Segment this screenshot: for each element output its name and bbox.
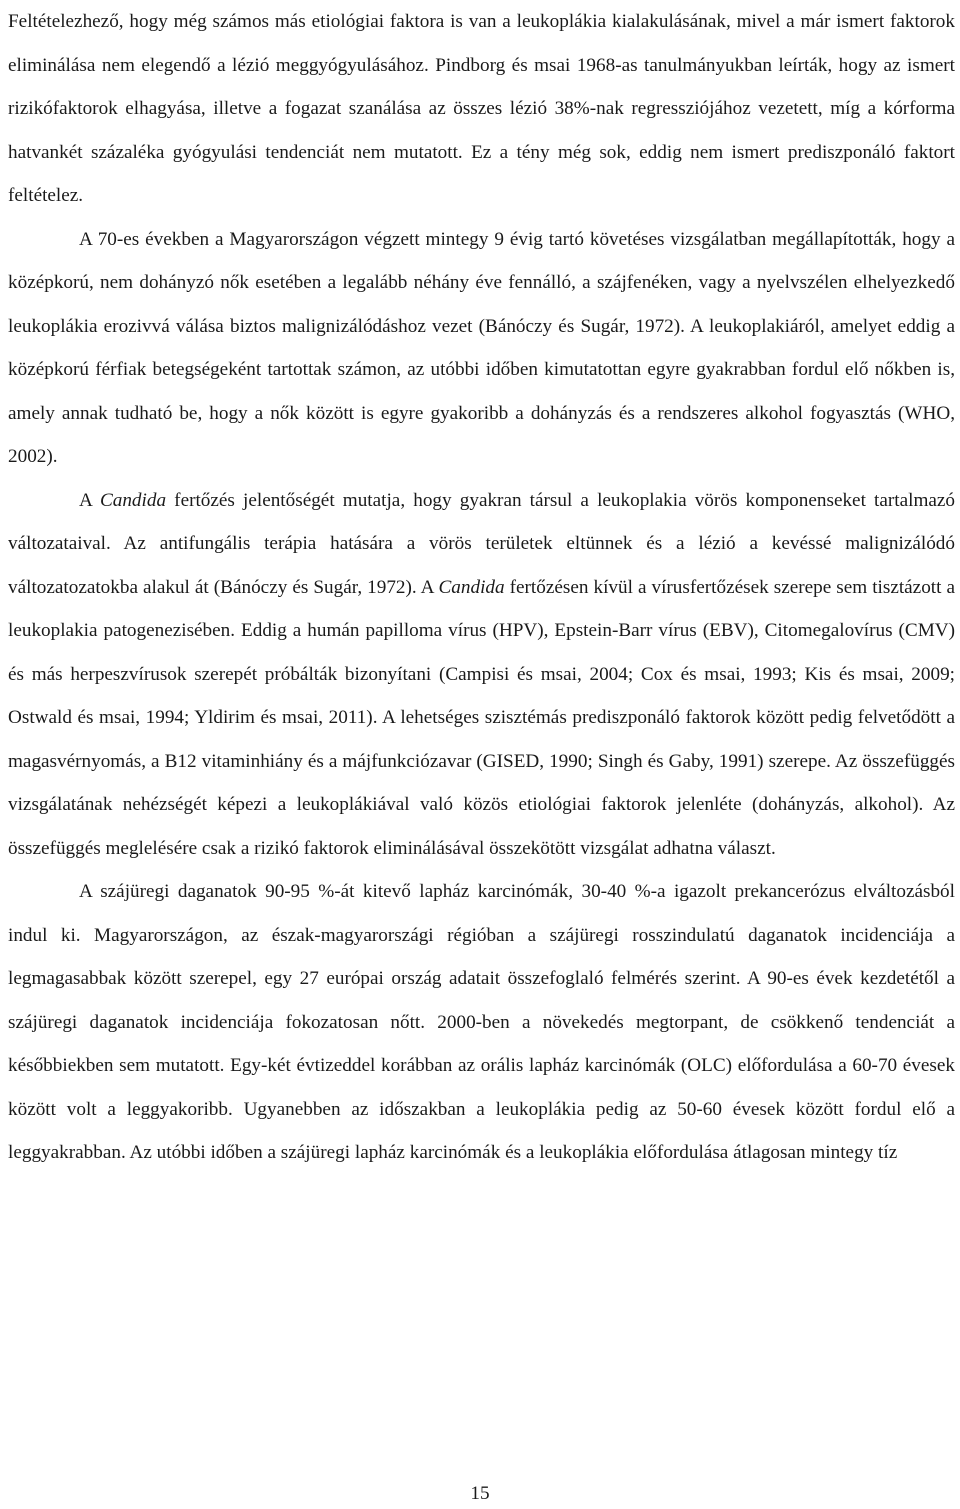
text-segment: A bbox=[79, 489, 100, 511]
paragraph bbox=[8, 0, 955, 218]
text-segment: A 70-es években a Magyarországon végzett mintegy 9 évig tartó követéses vizsgálatban megállapították, hogy a középkorú, nem dohányzó nők esetében a legalább néhány éve fennálló, a szájfenéken, vagy a nyelvszélen elhelyezkedő leukoplákia erozivvá válása biztos malignizálódáshoz vezet (Bánóczy és Sugár, 1972). A leukoplakiáról, amelyet eddig a középkorú férfiak betegségeként tartottak számon, az utóbbi időben kimutatottan egyre gyakrabban fordul elő nőkben is, amely annak tudható be, hogy a nők között is egyre gyakoribb a dohányzás és a rendszeres alkohol fogyasztás (WHO, 2002). bbox=[8, 228, 955, 467]
italic-term: Candida bbox=[438, 576, 505, 598]
paragraph bbox=[8, 218, 955, 479]
text-segment: fertőzés jelentőségét mutatja, hogy gyakran társul a leukoplakia vörös komponenseket tartalmazó változataival. Az antifungális terápia hatására a vörös területek eltünnek és a lézió a kevéssé malignizálódó változatozatokba alakul át (Bánóczy és Sugár, 1972). A bbox=[8, 489, 955, 598]
paragraph bbox=[8, 479, 955, 871]
text-segment: A szájüregi daganatok 90-95 %-át kitevő lapház karcinómák, 30-40 %-a igazolt prekancerózus elváltozásból indul ki. Magyarországon, az észak-magyarországi régióban a szájüregi rosszindulatú daganatok incidenciája a legmagasabbak között szerepel, egy 27 európai ország adatait összefoglaló felmérés szerint. A 90-es évek kezdetétől a szájüregi daganatok incidenciája fokozatosan nőtt. 2000-ben a növekedés megtorpant, de csökkenő tendenciát a későbbiekben sem mutatott. Egy-két évtizeddel korábban az orális lapház karcinómák (OLC) előfordulása a 60-70 évesek között volt a leggyakoribb. Ugyanebben az időszakban a leukoplákia pedig az 50-60 évesek között fordul elő a leggyakrabban. Az utóbbi időben a szájüregi lapház karcinómák és a leukoplákia előfordulása átlagosan mintegy tíz bbox=[8, 881, 955, 1163]
document-page bbox=[8, 0, 955, 1175]
document-body bbox=[8, 0, 955, 1175]
page-number: 15 bbox=[470, 1483, 490, 1504]
text-segment: fertőzésen kívül a vírusfertőzések szerepe sem tisztázott a leukoplakia patogenezisében. Eddig a humán papilloma vírus (HPV), Epstein-Barr vírus (EBV), Citomegalovírus (CMV) és más herpeszvírusok szerepét próbálták bizonyítani (Campisi és msai, 2004; Cox és msai, 1993; Kis és msai, 2009; Ostwald és msai, 1994; Yldirim és msai, 2011). A lehetséges szisztémás prediszponáló faktorok között pedig felvetődött a magasvérnyomás, a B12 vitaminhiány és a májfunkciózavar (GISED, 1990; Singh és Gaby, 1991) szerepe. Az összefüggés vizsgálatának nehézségét képezi a leukoplákiával való közös etiológiai faktorok jelenléte (dohányzás, alkohol). Az összefüggés meglelésére csak a rizikó faktorok eliminálásával összekötött vizsgálat adhatna választ. bbox=[8, 576, 955, 859]
paragraph bbox=[8, 870, 955, 1175]
italic-term: Candida bbox=[99, 489, 167, 511]
text-segment: Feltételezhező, hogy még számos más etiológiai faktora is van a leukoplákia kialakulásának, mivel a már ismert faktorok eliminálása nem elegendő a lézió meggyógyulásához. Pindborg és msai 1968-as tanulmányukban leírták, hogy az ismert rizikófaktorok elhagyása, illetve a fogazat szanálása az összes lézió 38%-nak regressziójához vezetett, míg a kórforma hatvankét százaléka gyógyulási tendenciát nem mutatott. Ez a tény még sok, eddig nem ismert prediszponáló faktort feltételez. bbox=[8, 11, 955, 206]
